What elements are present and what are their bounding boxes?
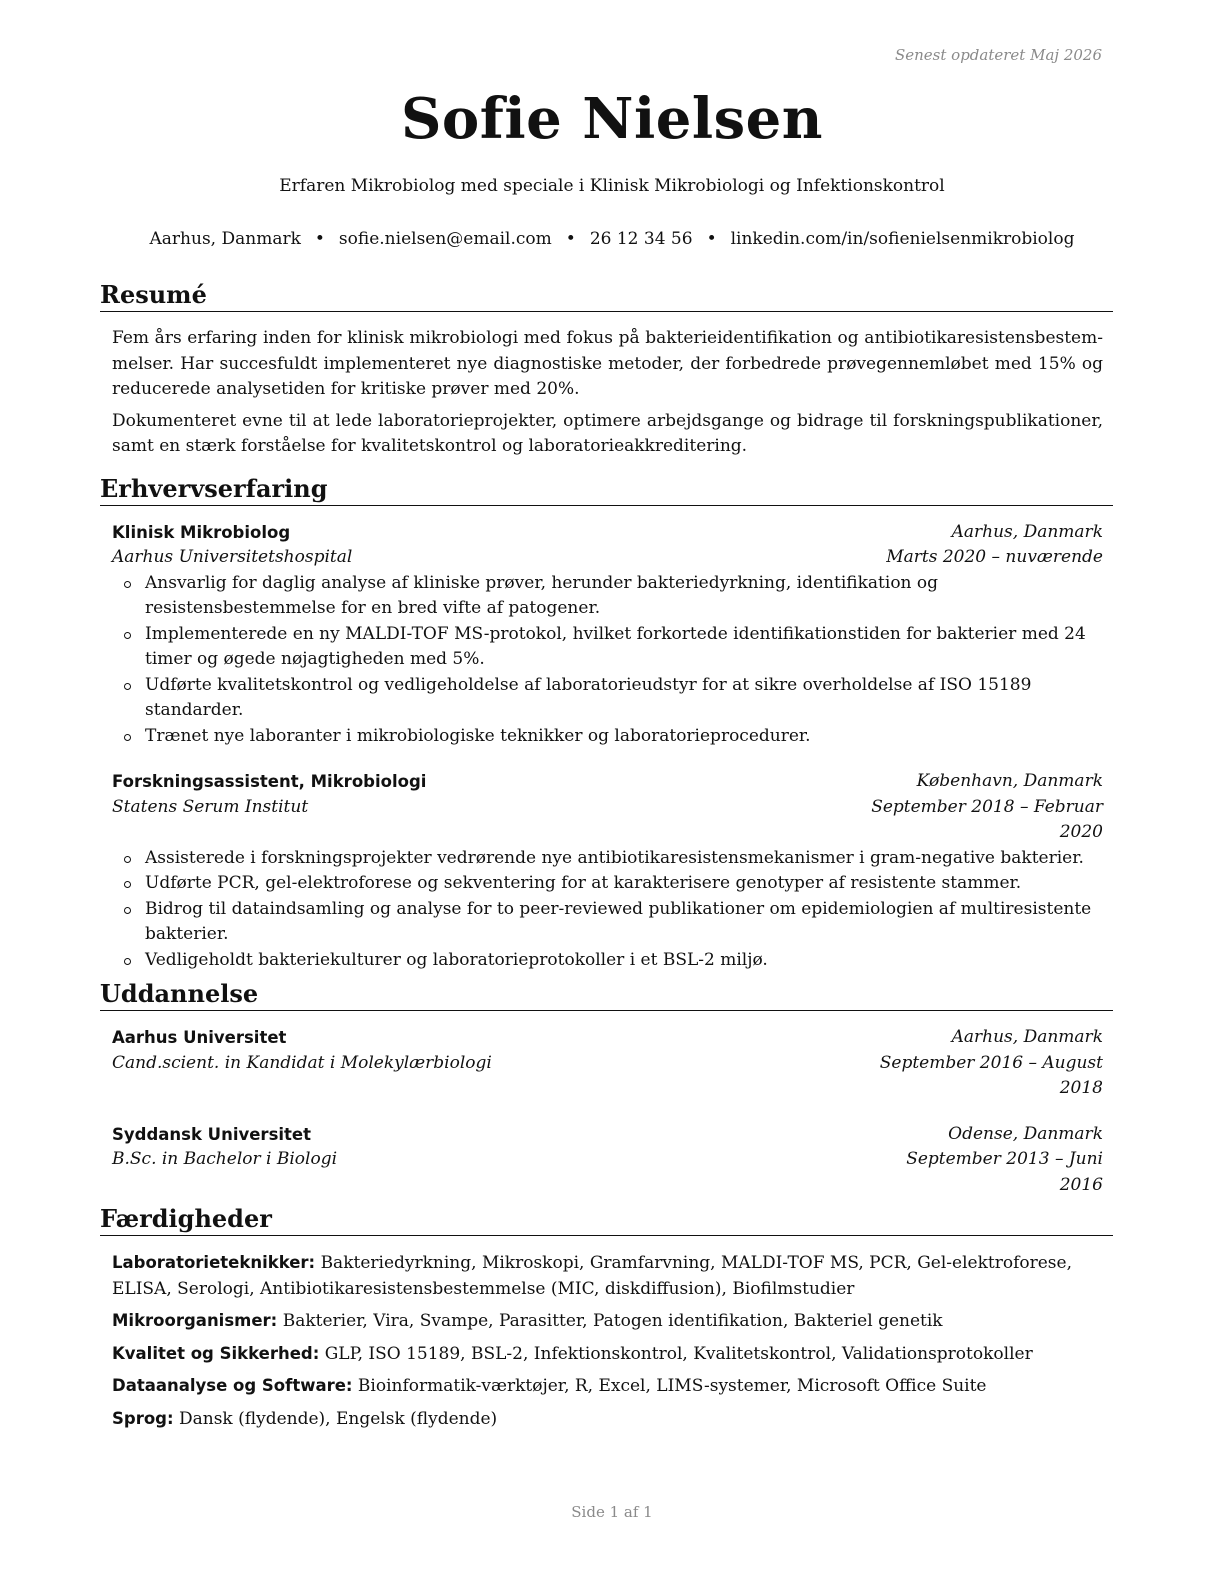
section-heading-education: Uddannelse: [100, 979, 1113, 1011]
bullet-item: Assisterede i forskningsprojekter vedrørende nye antibiotikaresistensmekanismer i gram-negative bakterier.: [112, 846, 1103, 872]
headline: Erfaren Mikrobiolog med speciale i Klinisk Mikrobiologi og Infektionskontrol: [279, 176, 945, 196]
job-location: Aarhus, Danmark: [951, 521, 1103, 542]
contact-email[interactable]: sofie.nielsen@email.com: [338, 229, 552, 249]
contact-phone: 26 12 34 56: [589, 229, 693, 249]
skill-row: [112, 1308, 1103, 1335]
job-dates: September 2018 – Februar 2020: [871, 796, 1103, 842]
job-bullets: [112, 571, 1103, 750]
skill-label: Dataanalyse og Software:: [112, 1376, 353, 1395]
job-title: Klinisk Mikrobiolog: [112, 522, 291, 542]
school-name: Aarhus Universitet: [112, 1028, 287, 1047]
summary-paragraph: Fem års erfaring inden for klinisk mikrobiologi med fokus på bakterieidentifikation og antibiotikaresistensbestemmelser. Har succesfuldt implementeret nye diagnostiske metoder, der forbedrede prøvegennemløbet med 15% og reducerede analysetiden for kritiske prøver med 20%.: [112, 328, 1103, 399]
school-location: Odense, Danmark: [948, 1123, 1103, 1144]
skill-row: [112, 1250, 1103, 1302]
education-dates: September 2016 – August 2018: [879, 1052, 1103, 1098]
school-location: Aarhus, Danmark: [951, 1027, 1103, 1047]
skill-label: Sprog:: [112, 1408, 174, 1428]
section-heading-summary: Resumé: [100, 280, 1113, 312]
experience-section: [100, 474, 1113, 974]
education-body: [100, 1011, 1113, 1198]
separator-dot: •: [314, 229, 325, 249]
employer: Statens Serum Institut: [112, 796, 309, 817]
contact-line: [0, 229, 1224, 249]
skill-value: GLP, ISO 15189, BSL-2, Infektionskontrol, Kvalitetskontrol, Validationsprotokoller: [324, 1343, 1033, 1364]
degree: Cand.scient. in Kandidat i Molekylærbiologi: [112, 1052, 492, 1073]
bullet-item: Bidrog til dataindsamling og analyse for to peer-reviewed publikationer om epidemiologien af multiresistente bakterier.: [112, 897, 1103, 948]
candidate-name: Sofie Nielsen: [400, 86, 823, 152]
resume-body: [100, 280, 1113, 1432]
skill-label: Mikroorganismer:: [112, 1311, 278, 1330]
education-entry: [112, 1025, 1103, 1102]
job-title: Forskningsassistent, Mikrobiologi: [112, 772, 427, 791]
school-name: Syddansk Universitet: [112, 1124, 312, 1144]
degree: B.Sc. in Bachelor i Biologi: [112, 1149, 338, 1169]
section-heading-skills: Færdigheder: [100, 1204, 1113, 1236]
last-updated: Senest opdateret Maj 2026: [894, 46, 1102, 64]
bullet-item: Ansvarlig for daglig analyse af kliniske prøver, herunder bakteriedyrkning, identifikation og resistensbestemmelse for en bred vifte af patogener.: [112, 571, 1103, 622]
job-location: København, Danmark: [916, 771, 1103, 791]
experience-entry: [112, 769, 1103, 973]
summary-section: [100, 280, 1113, 460]
skills-body: [100, 1236, 1113, 1432]
skill-value: Bioinformatik-værktøjer, R, Excel, LIMS-systemer, Microsoft Office Suite: [357, 1376, 987, 1396]
skills-section: [100, 1204, 1113, 1432]
job-dates: Marts 2020 – nuværende: [886, 547, 1103, 567]
skill-value: Bakteriedyrkning, Mikroskopi, Gramfarvning, MALDI-TOF MS, PCR, Gel-elektroforese, ELISA, Serologi, Antibiotikaresistensbestemmelse (MIC, diskdiffusion), Biofilmstudier: [112, 1253, 1072, 1299]
skill-value: Bakterier, Vira, Svampe, Parasitter, Patogen identifikation, Bakteriel genetik: [282, 1311, 943, 1331]
education-section: [100, 979, 1113, 1198]
summary-paragraph: Dokumenteret evne til at lede laboratorieprojekter, optimere arbejdsgange og bidrage til forskningspublikationer, samt en stærk forståelse for kvalitetskontrol og laboratorieakkreditering.: [112, 410, 1103, 456]
skill-row: [112, 1341, 1103, 1368]
summary-body: [100, 312, 1113, 460]
education-dates: September 2013 – Juni 2016: [906, 1149, 1103, 1195]
bullet-item: Trænet nye laboranter i mikrobiologiske teknikker og laboratorieprocedurer.: [112, 724, 1103, 750]
bullet-item: Udførte kvalitetskontrol og vedligeholdelse af laboratorieudstyr for at sikre overholdelse af ISO 15189 standarder.: [112, 673, 1103, 724]
job-bullets: [112, 846, 1103, 974]
skill-label: Kvalitet og Sikkerhed:: [112, 1343, 320, 1363]
experience-body: [100, 506, 1113, 974]
section-heading-experience: Erhvervserfaring: [100, 474, 1113, 506]
bullet-item: Udførte PCR, gel-elektroforese og sekventering for at karakterisere genotyper af resistente stammer.: [112, 871, 1103, 897]
separator-dot: •: [565, 229, 576, 249]
separator-dot: •: [706, 229, 717, 249]
contact-location: Aarhus, Danmark: [149, 229, 301, 249]
bullet-item: Vedligeholdt bakteriekulturer og laboratorieprotokoller i et BSL-2 miljø.: [112, 948, 1103, 974]
education-entry: [112, 1122, 1103, 1199]
experience-entry: [112, 520, 1103, 750]
bullet-item: Implementerede en ny MALDI-TOF MS-protokol, hvilket forkortede identifikationstiden for bakterier med 24 timer og øgede nøjagtigheden med 5%.: [112, 622, 1103, 673]
employer: Aarhus Universitetshospital: [112, 547, 353, 567]
skill-value: Dansk (flydende), Engelsk (flydende): [178, 1408, 498, 1429]
page-number: Side 1 af 1: [571, 1503, 653, 1521]
contact-linkedin[interactable]: linkedin.com/in/sofienielsenmikrobiolog: [730, 229, 1075, 249]
skill-row: [112, 1373, 1103, 1400]
skill-label: Laboratorieteknikker:: [112, 1253, 316, 1272]
skill-row: [112, 1406, 1103, 1433]
